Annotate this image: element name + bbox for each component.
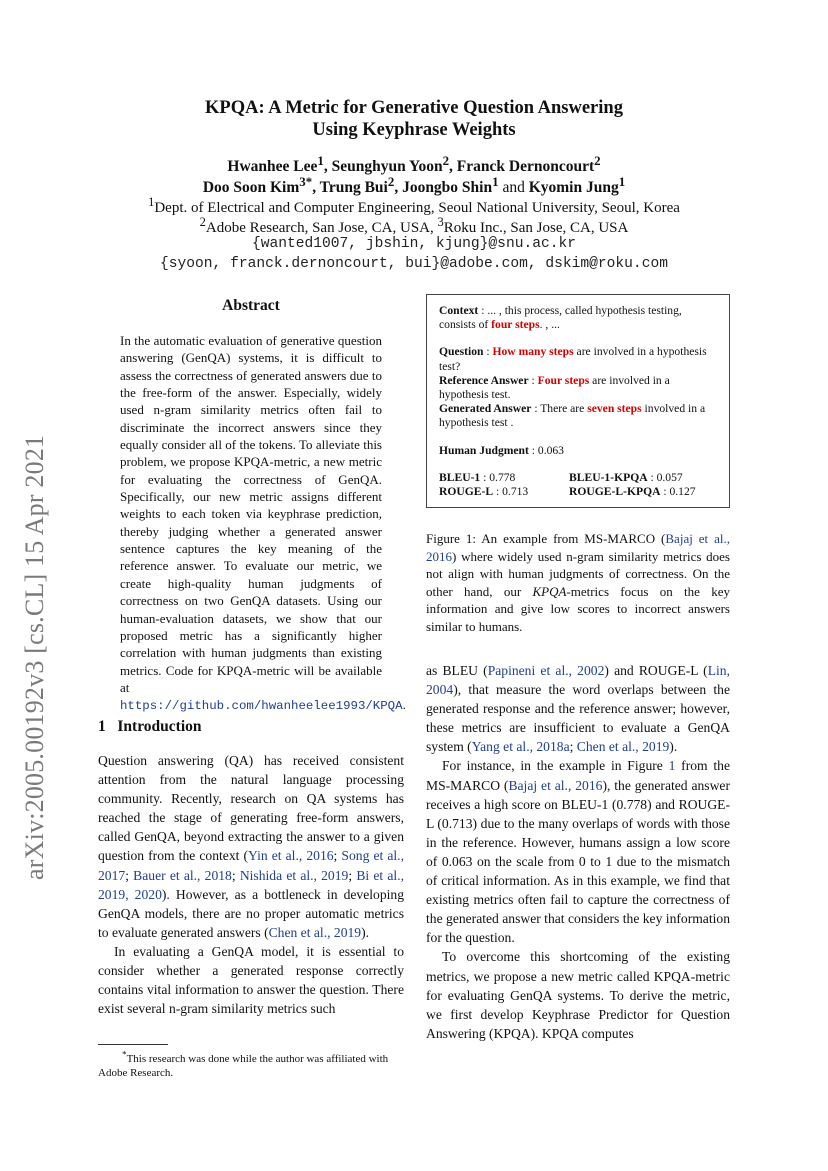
intro-body xyxy=(98,751,404,1018)
fig-scores xyxy=(439,471,717,499)
score-bleu1: BLEU-1 : 0.778 xyxy=(439,470,516,484)
footnote-rule xyxy=(98,1044,168,1045)
cite-bajaj-2016[interactable]: Bajaj et al., 2016 xyxy=(508,777,603,793)
cite-chen-2019-right[interactable]: Chen et al., 2019 xyxy=(576,739,670,755)
fig-generated: Generated Answer : There are seven steps involved in a hypothesis test . xyxy=(439,402,706,430)
abstract-body xyxy=(120,332,406,716)
cite-yang-2018a[interactable]: Yang et al., 2018a xyxy=(471,739,570,755)
abstract-text: In the automatic evaluation of generative question answering (GenQA) systems, it is difficult to assess the correctness of generated answers due to the free-form of the answer. Especially, widely used n-gram similarity metrics often fail to discriminate the incorrect answers since they equally consider all of the tokens. To alleviate this problem, we propose KPQA-metric, a new metric for evaluating the correctness of GenQA. Specifically, our new metric assigns different weights to each token via keyphrase prediction, thereby judging whether a generated answer sentence captures the key meaning of the reference answer. To evaluate our metric, we create high-quality human judgments of correctness on two GenQA datasets. Using our human-evaluation datasets, we show that our proposed metric has a significantly higher correlation with human judgments than existing metrics. Code for KPQA-metric will be available at xyxy=(120,333,382,695)
authors-line2: Doo Soon Kim$^{3*}$, Trung Bui$^2$, Joongbo Shin$^1$ and Kyomin Jung$^1$ xyxy=(202,174,626,197)
affiliation-line1: $^1$Dept. of Electrical and Computer Engineering, Seoul National University, Seoul, Korea xyxy=(148,195,680,216)
footnote xyxy=(98,1047,404,1080)
fig-reference: Reference Answer : Four steps are involved in a hypothesis test. xyxy=(439,373,670,402)
paper-title-line1: KPQA: A Metric for Generative Question Answering xyxy=(205,98,623,118)
code-link[interactable]: https://github.com/hwanheelee1993/KPQA xyxy=(120,699,403,714)
fig-context: Context : ... , this process, called hypothesis testing, consists of four steps. , ... xyxy=(439,304,682,332)
cite-yin-2016[interactable]: Yin et al., 2016 xyxy=(248,848,334,864)
cite-papineni-2002[interactable]: Papineni et al., 2002 xyxy=(487,663,605,678)
authors-line1: Hwanhee Lee$^1$, Seunghyun Yoon$^2$, Franck Dernoncourt$^2$ xyxy=(227,153,601,176)
intro-heading-number: 1 xyxy=(98,718,106,735)
right-paragraph-2: For instance, in the example in Figure 1 from the MS-MARCO (Bajaj et al., 2016), the generated answer receives a high score on BLEU-1 (0.778) and ROUGE-L (0.713) due to the many overlaps of words with those in the reference. However, humans assign a low score of 0.063 on the scale from 0 to 1 due to the mismatch of critical information. As in this example, we find that existing metrics often fail to capture the correctness of the generated answer that considers the key information for the question. xyxy=(426,758,730,946)
cite-bi-2019[interactable]: Bi et al., 2019, 2020 xyxy=(98,867,404,902)
cite-nishida-2019[interactable]: Nishida et al., 2019 xyxy=(239,867,349,883)
arxiv-stamp: arXiv:2005.00192v3 [cs.CL] 15 Apr 2021 xyxy=(20,434,49,880)
fig-human-judgment: Human Judgment : 0.063 xyxy=(439,443,564,457)
intro-heading-text: Introduction xyxy=(117,718,202,735)
score-rougel: ROUGE-L : 0.713 xyxy=(439,485,529,499)
figure-1-box xyxy=(426,294,730,508)
paper-title-line2: Using Keyphrase Weights xyxy=(312,120,516,140)
emails-line2: {syoon, franck.dernoncourt, bui}@adobe.com, dskim@roku.com xyxy=(160,256,668,272)
intro-paragraph-2: In evaluating a GenQA model, it is essential to consider whether a generated response correctly contains vital information to answer the question. There exist several n-gram similarity metrics such xyxy=(98,943,404,1017)
cite-chen-2019[interactable]: Chen et al., 2019 xyxy=(268,924,362,940)
right-paragraph-1: as BLEU (Papineni et al., 2002) and ROUGE-L (Lin, 2004), that measure the word overlaps between the generated response and the reference answer; however, these metrics are insufficient to evaluate a GenQA system (Yang et al., 2018a; Chen et al., 2019). xyxy=(426,663,730,755)
abstract-heading: Abstract xyxy=(222,297,280,314)
figure-1-caption: Figure 1: An example from MS-MARCO (Bajaj et al., 2016) where widely used n-gram similarity metrics does not align with human judgments of correctness. On the other hand, our KPQA-metrics focus on the key information and give low scores to incorrect answers similar to humans. xyxy=(426,531,730,634)
intro-heading xyxy=(98,718,202,736)
fig-question: Question : How many steps are involved in a hypothesis test? xyxy=(439,345,707,373)
emails-line1: {wanted1007, jbshin, kjung}@snu.ac.kr xyxy=(251,236,577,252)
footnote-text: This research was done while the author was affiliated with Adobe Research. xyxy=(98,1052,389,1079)
cite-bauer-2018[interactable]: Bauer et al., 2018 xyxy=(133,867,232,883)
score-bleu1-kpqa: BLEU-1-KPQA : 0.057 xyxy=(569,470,683,484)
abstract-end: . xyxy=(402,697,406,713)
right-paragraph-3: To overcome this shortcoming of the existing metrics, we propose a new metric called KPQA-metric for evaluating GenQA systems. To derive the metric, we first develop Keyphrase Predictor for Question Answering (KPQA). KPQA computes xyxy=(426,949,730,1041)
footnote-mark: * xyxy=(122,1049,127,1059)
intro-paragraph-1: Question answering (QA) has received consistent attention from the natural language processing community. Recently, research on QA systems has reached the stage of generating free-form answers, called GenQA, beyond extracting the answer to a given question from the context (Yin et al., 2016; Song et al., 2017; Bauer et al., 2018; Nishida et al., 2019; Bi et al., 2019, 2020). However, as a bottleneck in developing GenQA models, there are no proper automatic metrics to evaluate generated answers (Chen et al., 2019). xyxy=(98,753,404,940)
figure-1-ref[interactable]: 1 xyxy=(668,758,676,774)
score-rougel-kpqa: ROUGE-L-KPQA : 0.127 xyxy=(569,485,696,499)
cite-lin-2004[interactable]: Lin, 2004 xyxy=(426,663,730,698)
affiliation-line2: $^2$Adobe Research, San Jose, CA, USA, $^3$Roku Inc., San Jose, CA, USA xyxy=(199,215,629,236)
cite-bajaj-2016-caption[interactable]: Bajaj et al., 2016 xyxy=(426,531,730,564)
cite-song-2017[interactable]: Song et al., 2017 xyxy=(98,848,404,883)
right-column-body xyxy=(426,661,730,1043)
